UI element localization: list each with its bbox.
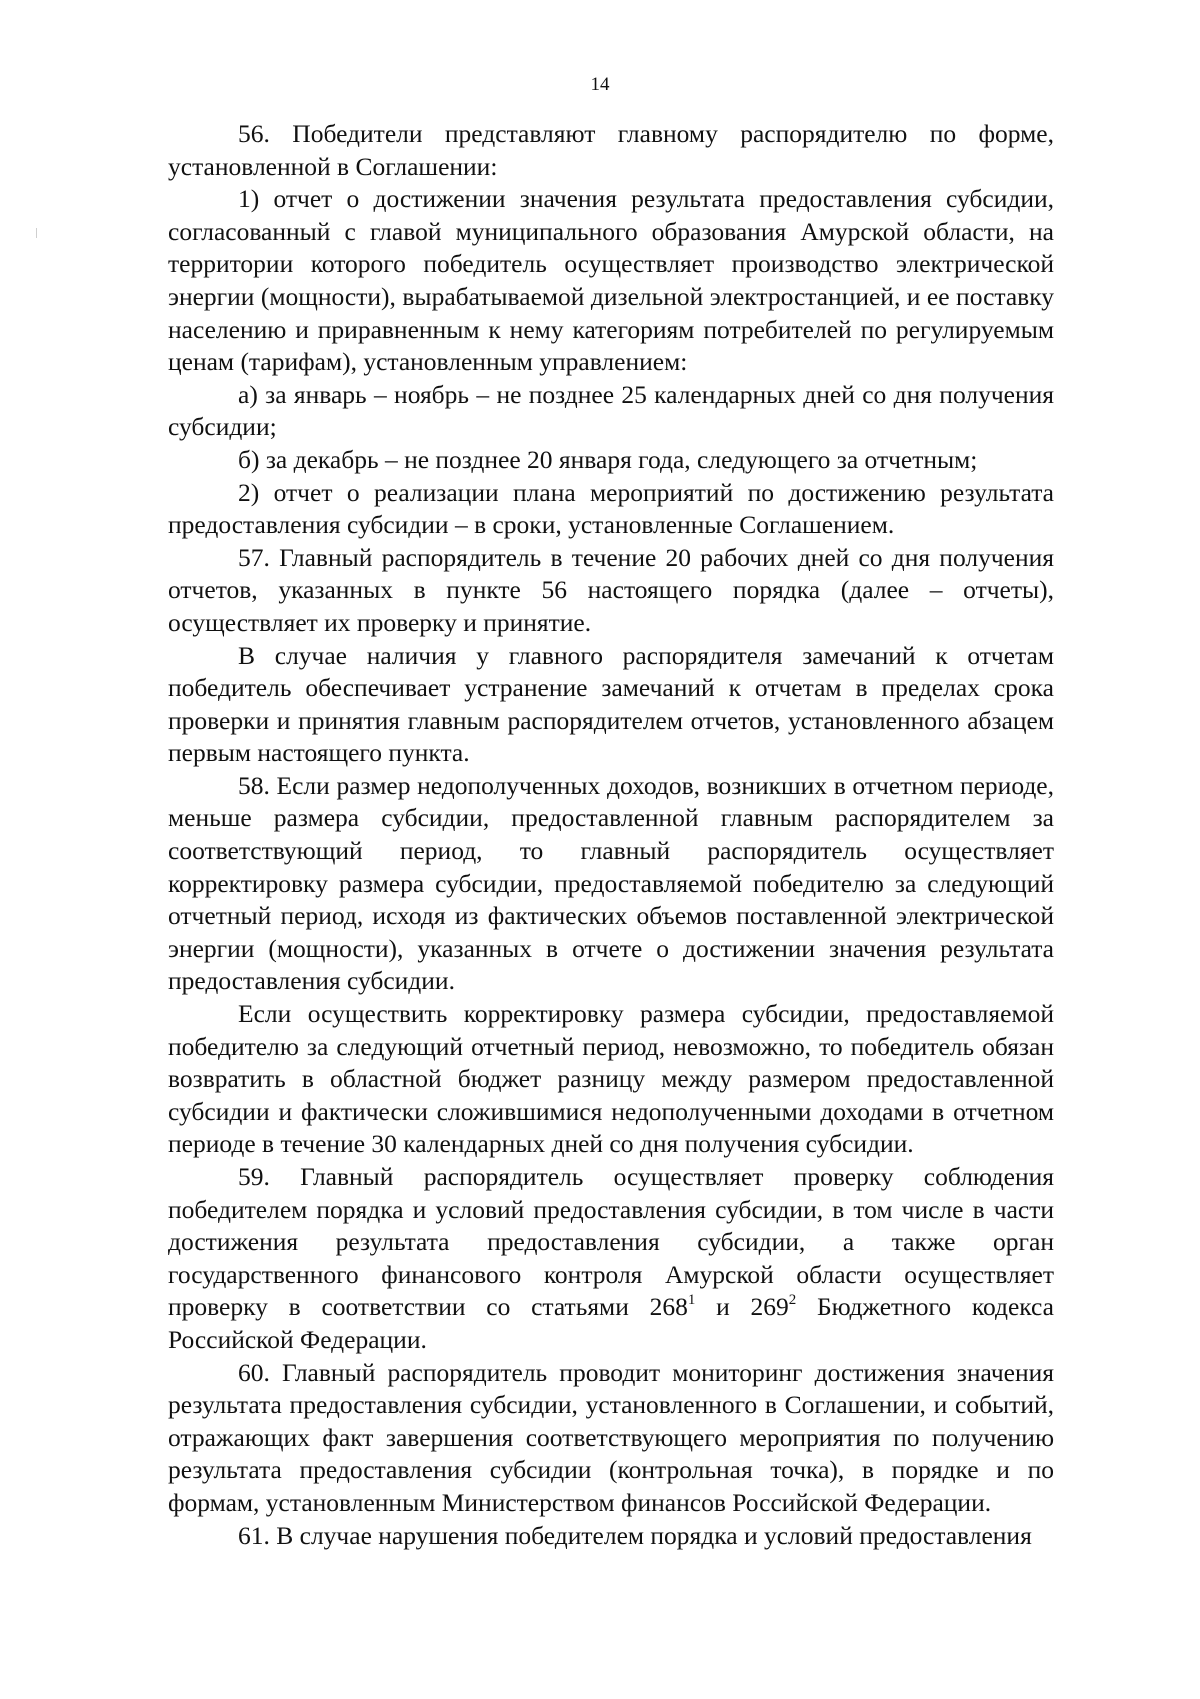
para-56: 56. Победители представляют главному распорядителю по форме, установленной в Соглашении:: [168, 119, 1054, 181]
scan-artifact: [36, 228, 37, 238]
para-58: 58. Если размер недополученных доходов, возникших в отчетном периоде, меньше размера субсидии, предоставленной главным распорядителем за соответствующий период, то главный распорядитель осуществляет корректировку размера субсидии, предоставляемой победителю за следующий отчетный период, исходя из фактических объемов поставленной электрической энергии (мощности), указанных в отчете о достижении значения результата предоставления субсидии.: [168, 770, 1054, 996]
para-56-item-1b: б) за декабрь – не позднее 20 января года, следующего за отчетным;: [238, 444, 978, 474]
para-57: 57. Главный распорядитель в течение 20 рабочих дней со дня получения отчетов, указанных в пункте 56 настоящего порядка (далее – отчеты), осуществляет их проверку и принятие.: [168, 542, 1054, 637]
para-57-b: В случае наличия у главного распорядителя замечаний к отчетам победитель обеспечивает устранение замечаний к отчетам в пределах срока проверки и принятия главным распорядителем отчетов, установленного абзацем первым настоящего пункта.: [168, 640, 1054, 768]
document-body: [168, 118, 1054, 1552]
para-56-item-1a: а) за январь – ноябрь – не позднее 25 календарных дней со дня получения субсидии;: [168, 379, 1054, 442]
article-superscript-2: 2: [788, 1291, 797, 1308]
article-superscript-1: 1: [687, 1291, 696, 1308]
para-59-text-end: Бюджетного кодекса Российской Федерации.: [168, 1292, 1054, 1354]
para-59-text-middle: и 269: [695, 1292, 789, 1322]
para-60: 60. Главный распорядитель проводит мониторинг достижения значения результата предоставления субсидии, установленного в Соглашении, и событий, отражающих факт завершения соответствующего мероприятия по получению результата предоставления субсидии (контрольная точка), в порядке и по формам, установленным Министерством финансов Российской Федерации.: [168, 1357, 1054, 1517]
para-58-b: Если осуществить корректировку размера субсидии, предоставляемой победителю за следующий отчетный период, невозможно, то победитель обязан возвратить в областной бюджет разницу между размером предоставленной субсидии и фактически сложившимися недополученными доходами в отчетном периоде в течение 30 календарных дней со дня получения субсидии.: [168, 999, 1054, 1159]
para-59: [168, 1161, 1054, 1357]
para-56-item-1: 1) отчет о достижении значения результата предоставления субсидии, согласованный с главой муниципального образования Амурской области, на территории которого победитель осуществляет производство электрической энергии (мощности), вырабатываемой дизельной электростанцией, и ее поставку населению и приравненным к нему категориям потребителей по регулируемым ценам (тарифам), установленным управлением:: [168, 184, 1054, 377]
para-61: 61. В случае нарушения победителем порядка и условий предоставления: [238, 1520, 1032, 1550]
para-59-text-start: 59. Главный распорядитель осуществляет проверку соблюдения победителем порядка и условий предоставления субсидии, в том числе в части достижения результата предоставления субсидии, а также орган государственного финансового контроля Амурской области осуществляет проверку в соответствии со статьями 268: [168, 1162, 1054, 1322]
para-56-item-2: 2) отчет о реализации плана мероприятий по достижению результата предоставления субсидии – в сроки, установленные Соглашением.: [168, 477, 1054, 540]
page-number: 14: [590, 74, 610, 95]
